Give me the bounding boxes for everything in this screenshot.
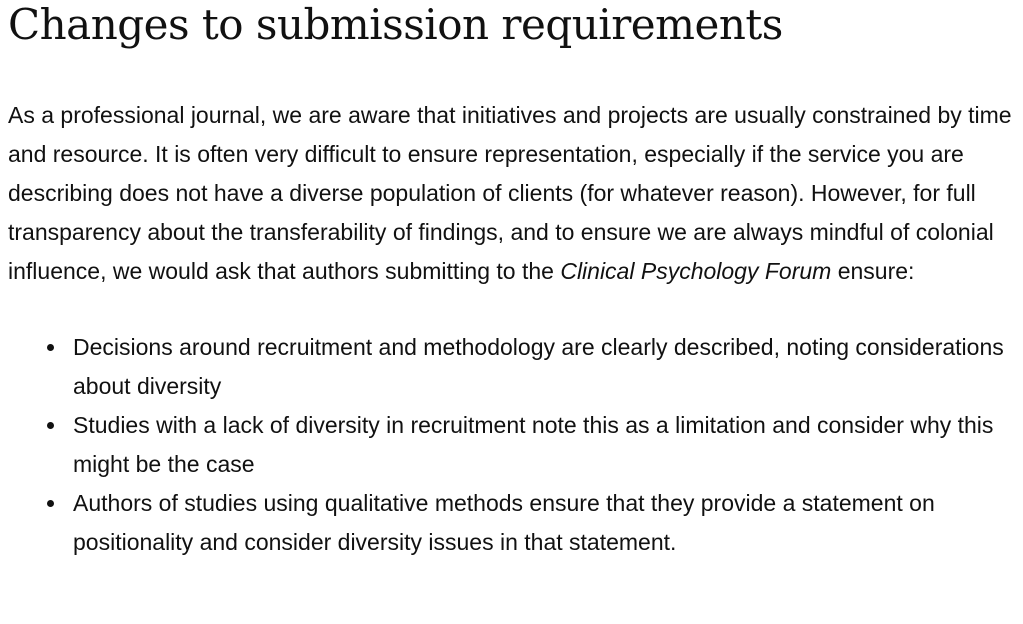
requirements-list: [8, 328, 1018, 562]
intro-paragraph: [8, 96, 1018, 291]
requirement-text: Studies with a lack of diversity in recruitment note this as a limitation and consider why this might be the case: [73, 412, 994, 477]
journal-name: Clinical Psychology Forum: [560, 258, 832, 284]
list-item: [73, 328, 1018, 406]
section-heading: Changes to submission requirements: [8, 0, 783, 49]
requirement-text: Decisions around recruitment and methodology are clearly described, noting considerations about diversity: [73, 334, 1004, 399]
list-item: [73, 484, 1018, 562]
intro-text-after: ensure:: [831, 258, 915, 284]
requirement-text: Authors of studies using qualitative methods ensure that they provide a statement on positionality and consider diversity issues in that statement.: [73, 490, 935, 555]
intro-text-before: As a professional journal, we are aware that initiatives and projects are usually constrained by time and resource. It is often very difficult to ensure representation, especially if the service you are describing does not have a diverse population of clients (for whatever reason). However, for full transparency about the transferability of findings, and to ensure we are always mindful of colonial influence, we would ask that authors submitting to the: [8, 102, 1012, 284]
list-item: [73, 406, 1018, 484]
bullet-icon: [47, 422, 54, 429]
bullet-icon: [47, 500, 54, 507]
article-section: [8, 0, 1018, 562]
bullet-icon: [47, 344, 54, 351]
